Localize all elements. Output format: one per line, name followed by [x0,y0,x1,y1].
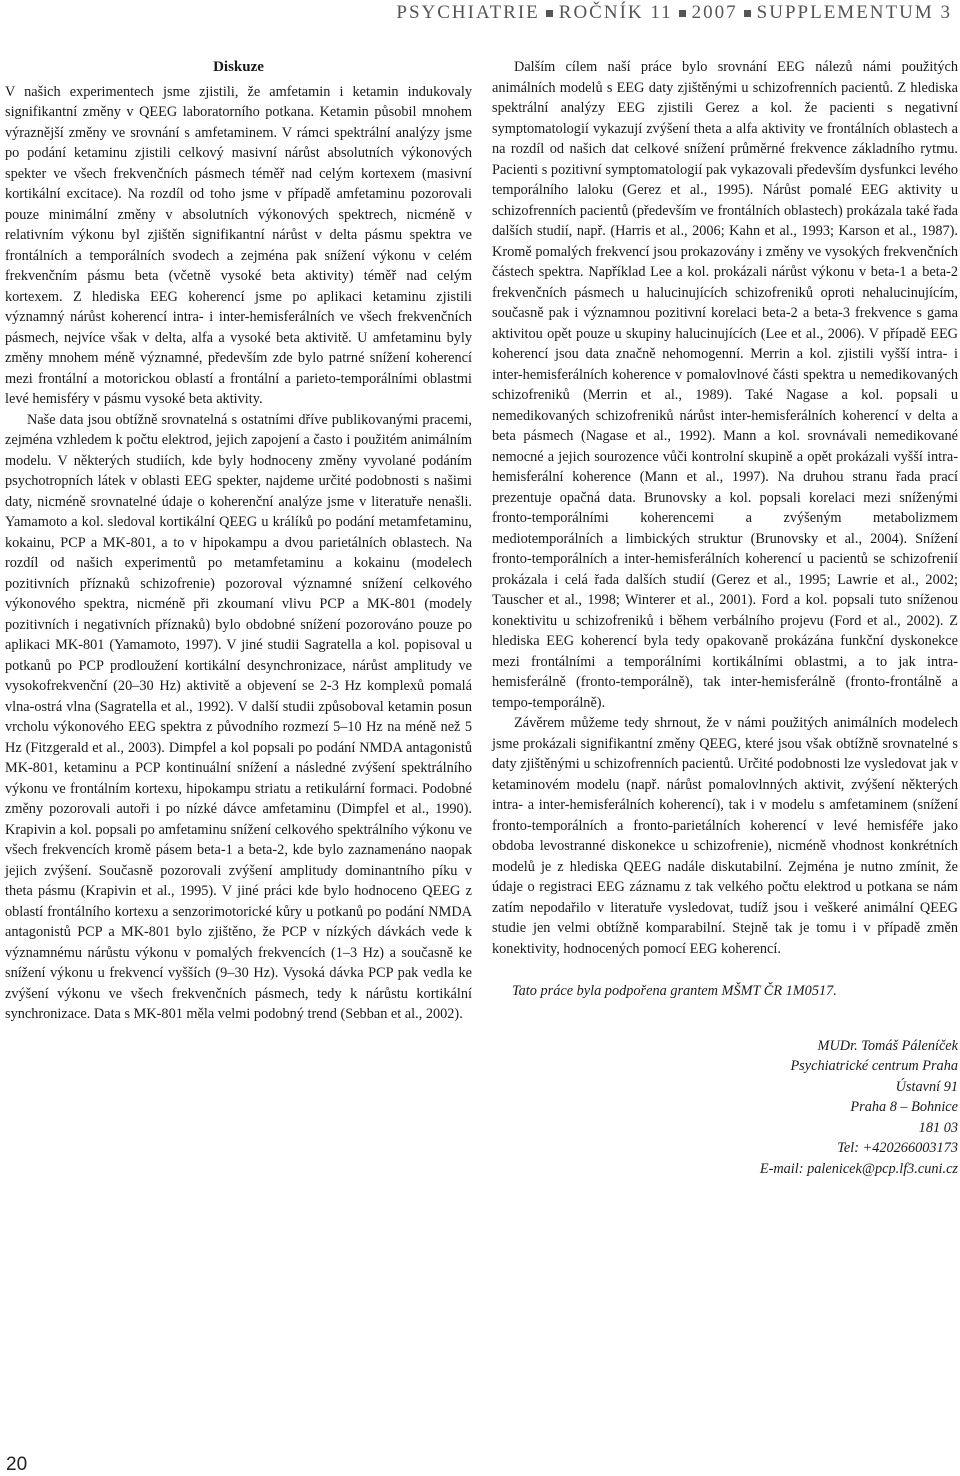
right-column [492,57,958,1179]
author-street: Ústavní 91 [895,1078,958,1095]
author-contact [492,1036,958,1180]
page-number: 20 [6,1454,28,1475]
supplement-label: SUPPLEMENTUM 3 [756,2,952,23]
author-institution: Psychiatrické centrum Praha [790,1058,958,1074]
paragraph: V našich experimentech jsme zjistili, že amfetamin i ketamin indukovaly signifikantní změny v QEEG laboratorního potkana. Ketamin působil mnohem výraznější změny ve srovnání s amfetaminem. V rámci spektrální analýzy jsme po podání ketaminu zjistili celkový masivní nárůst absolutních výkonových spekter ve všech frekvenčních pásmech téměř nad celým kortexem (masivní kortikální excitace). Na rozdíl od toho jsme v případě amfetaminu pozorovali pouze minimální změny v absolutních výkonových spektrech, nicméně v relativním výkonu byl zjištěn signifikantní nárůst v delta pásmu spektra ve frontálních a temporálních svodech a zejména pak snížení výkonu v celém frekvenčním pásmu beta (včetně vysoké beta aktivity) téměř nad celým kortexem. Z hlediska EEG koherencí jsme po aplikaci ketaminu zjistili významný nárůst koherencí intra- i inter-hemisferálních ve všech frekvenčních pásmech, nejvíce však v delta, alfa a vysoké beta aktivitě. U amfetaminu byly změny mnohem méně významné, především zde bylo patrné snížení koherencí mezi frontální a motorickou oblastí a frontální a parieto-temporálními oblastmi levé hemisféry v pásmu vysoké beta aktivity. [5,83,472,407]
author-name: MUDr. Tomáš Páleníček [817,1037,958,1054]
paragraph: Závěrem můžeme tedy shrnout, že v námi použitých animálních modelech jsme prokázali signifikantní změny QEEG, které jsou však obtížně srovnatelné s daty zjištěnými u schizofrenních pacientů. Určité podobnosti lze vysledovat jak v ketaminovém modelu (např. nárůst pomalovlnných aktivit, zvýšení některých intra- a inter-hemisferálních koherencí), tak i v modelu s amfetaminem (snížení fronto-temporálních a fronto-parietálních koherencí v levé hemisféře jako obdoba levostranné diskonekce u schizofrenie), nicméně vhodnost konkrétních modelů je z hlediska QEEG nadále diskutabilní. Zejména je nutno zmínit, že údaje o registraci EEG záznamu z tak velkého počtu elektrod u potkana se nám zatím nepodařilo v literatuře vysledovat, tudíž jsou i veškeré animální QEEG studie jen velmi obtížně komparabilní. Stejně tak je tomu i v případě změn konektivity, hodnocených pomocí EEG koherencí. [492,715,958,957]
journal-name: PSYCHIATRIE [396,2,540,23]
separator-square [546,10,553,17]
separator-square [744,10,751,17]
year-label: 2007 [691,2,738,23]
separator-square [679,10,686,17]
paragraph: Dalším cílem naší práce bylo srovnání EEG nálezů námi použitých animálních modelů s EEG daty zjištěnými u schizofrenních pacientů. Z hlediska spektrální analýzy EEG zjistili Gerez a kol. že pacienti s negativní symptomatologií vykazují zvýšení theta a alfa aktivity ve frontálních oblastech a na rozdíl od našich dat celkové snížení průměrné frekvence základního rytmu. Pacienti s pozitivní symptomatologií pak vykazovali především dysfunkci levého temporálního laloku (Gerez et al., 1995). Nárůst pomalé EEG aktivity u schizofrenních pacientů (především ve frontálních oblastech) prokázala také řada dalších studií, např. (Harris et al., 2006; Kahn et al., 1993; Karson et al., 1987). Kromě pomalých frekvencí jsou prokazovány i změny ve vysokých frekvenčních částech spektra. Například Lee a kol. prokázali nárůst výkonu v beta-1 a beta-2 frekvenčních pásmech u halucinujících schizofreniků oproti nehalucinujícím, současně pak i významnou pozitivní korelaci beta-2 a beta-3 frekvence s gama aktivitou opět pouze u skupiny halucinujících (Lee et al., 2006). V případě EEG koherencí jsou data značně nehomogenní. Merrin a kol. zjistili vyšší intra- i inter-hemisferálních koherence v pomalovlnové části spektra u nemedikovaných schizofreniků (Merrin et al., 1989). Také Nagase a kol. popsali u nemedikovaných schizofreniků nárůst inter-hemisferálních koherencí v delta a beta pásmech (Nagase et al., 1992). Mann a kol. srovnávali nemedikované nemocné a jejich sourozence vůči kontrolní skupině a opět prokázali vyšší intra-hemisferální koherence (Mann et al., 1997). Na druhou stranu řada prací prezentuje opačná data. Brunovsky a kol. popsali korelaci mezi sníženými fronto-temporálními koherencemi a zvýšeným metabolizmem mediotemporálních a limbických struktur (Brunovsky et al., 2004). Snížení fronto-temporálních a inter-hemisferálních koherencí u pacientů se schizofrenií prokázala i celá řada dalších studií (Gerez et al., 1995; Lawrie et al., 2002; Tauscher et al., 1998; Winterer et al., 2001). Ford a kol. popsali tuto sníženou konektivitu u schizofreniků i během verbálního projevu (Ford et al., 2002). Z hlediska EEG koherencí byla tedy opakovaně prokázána funkční dyskonekce mezi frontálními a temporálními kortikálními oblastmi, a to jak intra-hemisferálně (fronto-temporálně), tak inter-hemisferálně (fronto-frontálně a tempo-temporálně). [492,59,958,711]
left-column [5,57,472,1025]
paragraph: Naše data jsou obtížně srovnatelná s ostatními dříve publikovanými pracemi, zejména vzhledem k počtu elektrod, jejich zapojení a často i použitém animálním modelu. V některých studiích, kde byly hodnoceny změny vyvolané podáním psychotropních látek v oblasti EEG spekter, najdeme určité podobnosti s našimi daty, nicméně srovnatelné údaje o koherenční analýze jsme v literatuře nenašli. Yamamoto a kol. sledoval kortikální QEEG u králíků po podání metamfetaminu, kokainu, PCP a MK-801, a to v hipokampu a dvou parietálních oblastech. Na rozdíl od našich experimentů po metamfetaminu a kokainu (modelech pozitivních příznaků schizofrenie) pozoroval významné snížení celkového výkonového spektra, nicméně při zkoumaní vlivu PCP a MK-801 (modely pozitivních i negativních příznaků) bylo obdobné snížení pozorováno pouze po aplikaci MK-801 (Yamamoto, 1997). V jiné studii Sagratella a kol. popisoval u potkanů po PCP prodloužení kortikální desynchronizace, nárůst amplitudy ve vysokofrekvenční (20–30 Hz) aktivitě a objevení se 2-3 Hz komplexů pomalá vlna-ostrá vlna (Sagratella et al., 1992). V další studii způsoboval ketamin posun vrcholu výkonového EEG spektra z původního rozmezí 5–10 Hz na méně než 5 Hz (Fitzgerald et al., 2003). Dimpfel a kol popsali po podání NMDA antagonistů MK-801, ketaminu a PCP kontinuální snížení a následné zvýšení spektrálního výkonu ve frontálním kortexu, hipokampu striatu a retikulární formaci. Podobné změny pozorovali autoři i po nízké dávce amfetaminu (Dimpfel et al., 1990). Krapivin a kol. popsali po amfetaminu snížení celkového spektrálního výkonu ve všech frekvencích kromě pásem beta-1 a beta-2, kde bylo zaznamenáno naopak jejich zvýšení. Současně pozorovali zvýšení amplitudy dominantního píku v theta pásmu (Krapivin et al., 1995). V jiné práci kde bylo hodnoceno QEEG z oblastí frontálního kortexu a senzorimotorické kůry u potkanů po podání NMDA antagonistů PCP a MK-801 bylo zjištěno, že PCP v nízkých dávkách vede k významnému nárůstu výkonu v pomalých frekvencích (1–3 Hz) a současně ke snížení výkonu u frekvencí vyšších (9–30 Hz). Vysoká dávka PCP pak vedla ke zvýšení výkonu ve všech frekvenčních pásmech, tedy k nárůstu kortikální synchronizace. Data s MK-801 měla velmi podobný trend (Sebban et al., 2002). [5,411,472,1022]
author-zip: 181 03 [918,1119,958,1136]
author-city: Praha 8 – Bohnice [850,1099,958,1115]
running-header [396,2,952,24]
author-phone: Tel: +420266003173 [837,1140,958,1156]
author-email: E-mail: palenicek@pcp.lf3.cuni.cz [759,1160,958,1177]
volume-label: ROČNÍK 11 [558,2,673,23]
grant-note: Tato práce byla podpořena grantem MŠMT ČR 1M0517. [512,983,837,999]
section-title: Diskuze [213,59,264,75]
